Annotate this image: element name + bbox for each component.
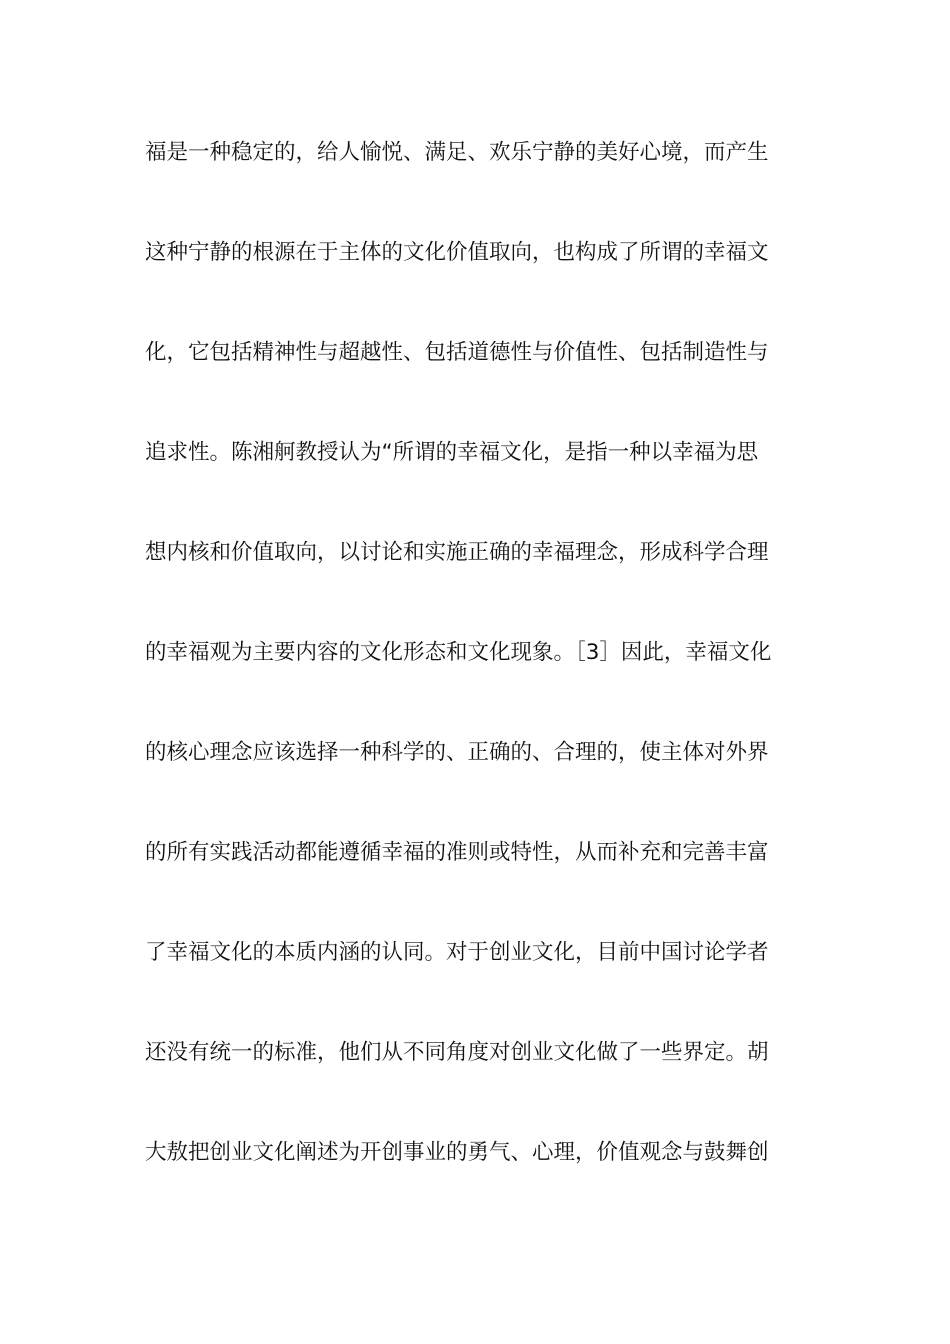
text-line-11: 大敖把创业文化阐述为开创事业的勇气、心理，价值观念与鼓舞创: [145, 1140, 769, 1165]
text-line-1: 福是一种稳定的，给人愉悦、满足、欢乐宁静的美好心境，而产生: [145, 140, 769, 165]
text-line-2: 这种宁静的根源在于主体的文化价值取向，也构成了所谓的幸福文: [145, 240, 769, 265]
text-line-3: 化，它包括精神性与超越性、包括道德性与价值性、包括制造性与: [145, 340, 769, 365]
text-line-4: 追求性。陈湘舸教授认为“所谓的幸福文化，是指一种以幸福为思: [145, 440, 759, 465]
text-line-8: 的所有实践活动都能遵循幸福的准则或特性，从而补充和完善丰富: [145, 840, 769, 865]
text-line-6: 的幸福观为主要内容的文化形态和文化现象。［3］因此，幸福文化: [145, 640, 772, 665]
text-line-10: 还没有统一的标准，他们从不同角度对创业文化做了一些界定。胡: [145, 1040, 769, 1065]
body-text: [145, 128, 810, 1228]
text-line-5: 想内核和价值取向，以讨论和实施正确的幸福理念，形成科学合理: [145, 540, 769, 565]
text-line-7: 的核心理念应该选择一种科学的、正确的、合理的，使主体对外界: [145, 740, 769, 765]
text-line-9: 了幸福文化的本质内涵的认同。对于创业文化，目前中国讨论学者: [145, 940, 769, 965]
